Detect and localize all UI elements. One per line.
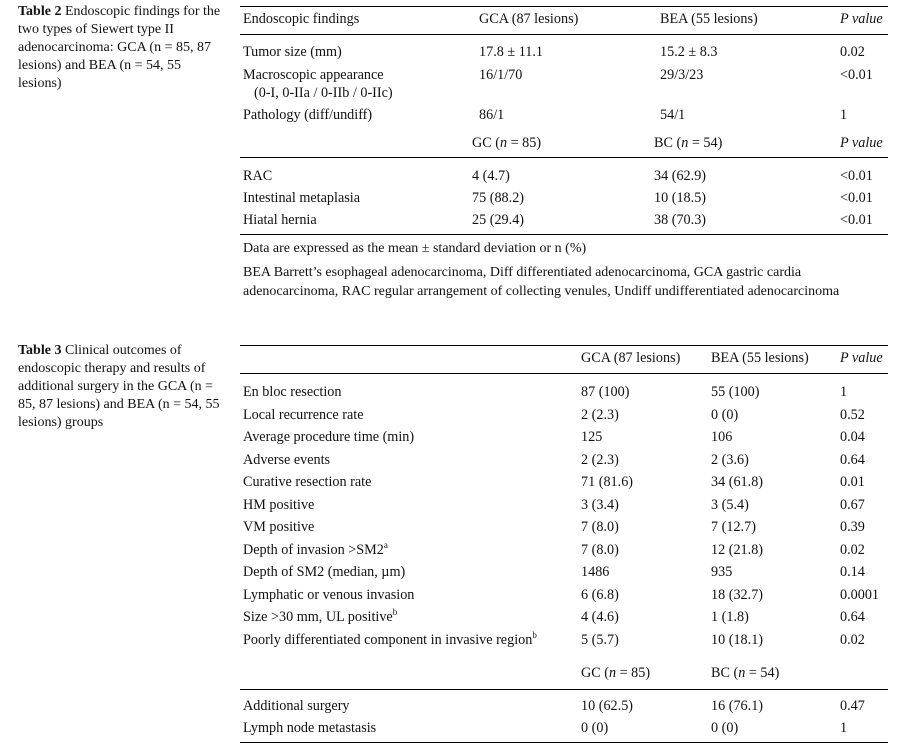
table3-cell-bea: 10 (18.1) (711, 632, 764, 648)
table2-cell-gca: 17.8 ± 11.1 (479, 44, 544, 60)
table3-row-label: Lymphatic or venous invasion (243, 587, 415, 603)
table2-cell-bc: 34 (62.9) (654, 168, 707, 184)
table2-row-label: Hiatal hernia (243, 212, 317, 228)
table2-row-label: Macroscopic appearance (243, 67, 384, 83)
table3-cell-p: 0.01 (840, 474, 865, 490)
table2-cell-bea: 15.2 ± 8.3 (660, 44, 718, 60)
table3-cell-p: 0.14 (840, 564, 865, 580)
table2-footnote-abbreviations: BEA Barrett’s esophageal adenocarcinoma, Diff differentiated adenocarcinoma, GCA gastric cardia adenocarcinoma, RAC regular arrangement of collecting venules, Undiff undifferentiated adenocarcinoma (243, 265, 840, 299)
table3-cell-gc: 0 (0) (581, 720, 609, 736)
table3-cell-gca: 6 (6.8) (581, 587, 619, 603)
table3-cell-p: 0.04 (840, 429, 865, 445)
table3-cell-bea: 1 (1.8) (711, 609, 749, 625)
table3-cell-gca: 7 (8.0) (581, 542, 619, 558)
table2-cell-p: <0.01 (840, 67, 873, 83)
table3-row-label: Additional surgery (243, 698, 350, 714)
table3-row-label: Adverse events (243, 452, 331, 468)
table3-cell-gca: 7 (8.0) (581, 519, 619, 535)
table3-row-label: Depth of SM2 (median, µm) (243, 564, 406, 580)
table3-caption (18, 342, 223, 432)
table2-subheader-bc: BC (n = 54) (654, 135, 723, 151)
table3-cell-bea: 2 (3.6) (711, 452, 749, 468)
table3-cell-gca: 87 (100) (581, 384, 630, 400)
table3-cell-bea: 935 (711, 564, 733, 580)
table3-cell-p: 1 (840, 720, 848, 736)
table3-subheader-gc: GC (n = 85) (581, 665, 651, 681)
table2-subheader-pvalue: P value (840, 135, 883, 151)
table3-cell-p: 1 (840, 384, 848, 400)
table3-header-rule (240, 373, 888, 374)
table2-cell-bea: 29/3/23 (660, 67, 704, 83)
table2-row-sublabel: (0-I, 0-IIa / 0-IIb / 0-IIc) (254, 85, 393, 101)
table2-header-gca: GCA (87 lesions) (479, 11, 579, 27)
table3-cell-bc: 16 (76.1) (711, 698, 764, 714)
table2-cell-gca: 86/1 (479, 107, 505, 123)
table3-cell-gca: 1486 (581, 564, 610, 580)
table3-cell-p: 0.67 (840, 497, 865, 513)
table2-header-findings: Endoscopic findings (243, 11, 360, 27)
table3-caption-text: Clinical outcomes of endoscopic therapy and results of additional surgery in the GCA (n = 85, 87 lesions) and BEA (n = 54, 55 lesions) groups (18, 343, 220, 430)
table3-cell-bea: 7 (12.7) (711, 519, 756, 535)
table2-row-label: Tumor size (mm) (243, 44, 342, 60)
table3-row-label: VM positive (243, 519, 315, 535)
table3-row-label: Local recurrence rate (243, 407, 364, 423)
table3-row-label: En bloc resection (243, 384, 342, 400)
table2-header-pvalue: P value (840, 11, 883, 27)
table2-row-label: Pathology (diff/undiff) (243, 107, 373, 123)
table3-cell-p: 0.39 (840, 519, 865, 535)
table2-subheader-gc: GC (n = 85) (472, 135, 542, 151)
table3-subheader-rule (240, 689, 888, 690)
table3-cell-gca: 71 (81.6) (581, 474, 634, 490)
table2-header-bea: BEA (55 lesions) (660, 11, 758, 27)
table3-cell-p: 0.64 (840, 452, 865, 468)
table3-cell-bc: 0 (0) (711, 720, 739, 736)
table2-cell-p: <0.01 (840, 190, 873, 206)
table2-cell-bea: 54/1 (660, 107, 686, 123)
table2-caption (18, 3, 223, 93)
table2-cell-p: 1 (840, 107, 848, 123)
table3-cell-gca: 125 (581, 429, 603, 445)
table3-header-bea: BEA (55 lesions) (711, 350, 809, 366)
table3-cell-gca: 2 (2.3) (581, 452, 619, 468)
table3-cell-p: 0.02 (840, 632, 865, 648)
table3-cell-p: 0.0001 (840, 587, 880, 603)
table2-cell-bc: 38 (70.3) (654, 212, 707, 228)
table2-row-label: RAC (243, 168, 273, 184)
table2-cell-gc: 25 (29.4) (472, 212, 525, 228)
table3-cell-bea: 55 (100) (711, 384, 760, 400)
table3-top-rule (240, 345, 888, 346)
table2-cell-gc: 75 (88.2) (472, 190, 525, 206)
table3-cell-bea: 12 (21.8) (711, 542, 764, 558)
table2-header-rule (240, 34, 888, 35)
footnote-marker: a (383, 540, 388, 550)
table3-caption-label: Table 3 (18, 343, 62, 358)
table2-cell-bc: 10 (18.5) (654, 190, 707, 206)
table2-cell-p: <0.01 (840, 168, 873, 184)
table2-top-rule (240, 6, 888, 7)
table2-footnote-data: Data are expressed as the mean ± standard deviation or n (%) (243, 241, 587, 256)
table2-subheader-rule (240, 157, 888, 158)
table3-cell-p: 0.02 (840, 542, 865, 558)
table2-cell-gca: 16/1/70 (479, 67, 523, 83)
table3-cell-p: 0.47 (840, 698, 865, 714)
table2-bottom-rule (240, 234, 888, 235)
table3-row-label: Lymph node metastasis (243, 720, 377, 736)
table2-cell-p: <0.01 (840, 212, 873, 228)
table3-cell-gc: 10 (62.5) (581, 698, 634, 714)
table2-cell-gc: 4 (4.7) (472, 168, 510, 184)
table3-cell-gca: 5 (5.7) (581, 632, 619, 648)
table3-cell-p: 0.64 (840, 609, 865, 625)
table3-cell-gca: 4 (4.6) (581, 609, 619, 625)
table3-row-label: Poorly differentiated component in invasive region$^b$ (243, 630, 537, 648)
table3-cell-bea: 3 (5.4) (711, 497, 749, 513)
table3-cell-bea: 106 (711, 429, 733, 445)
table3-cell-bea: 34 (61.8) (711, 474, 764, 490)
table2-caption-text: Endoscopic findings for the two types of Siewert type II adenocarcinoma: GCA (n = 85, 87 lesions) and BEA (n = 54, 55 lesions) (18, 4, 221, 91)
table3-row-label: HM positive (243, 497, 315, 513)
table3-bottom-rule (240, 742, 888, 743)
table3-cell-p: 0.52 (840, 407, 865, 423)
footnote-marker: b (532, 630, 537, 640)
table3-row-label: Depth of invasion $>SM2^a$ (243, 540, 388, 558)
table3-cell-gca: 3 (3.4) (581, 497, 619, 513)
table2-row-label: Intestinal metaplasia (243, 190, 361, 206)
table3-row-label: Average procedure time (min) (243, 429, 415, 445)
table2-cell-p: 0.02 (840, 44, 865, 60)
table3-header-gca: GCA (87 lesions) (581, 350, 681, 366)
table3-cell-bea: 0 (0) (711, 407, 739, 423)
table3-subheader-bc: BC (n = 54) (711, 665, 780, 681)
footnote-marker: b (392, 607, 398, 617)
table3-header-pvalue: P value (840, 350, 883, 366)
table3-cell-gca: 2 (2.3) (581, 407, 619, 423)
table2-caption-label: Table 2 (18, 4, 62, 19)
table3-row-label: Curative resection rate (243, 474, 372, 490)
table3-cell-bea: 18 (32.7) (711, 587, 764, 603)
table3-row-label: Size >30 mm, UL positive$^b$ (243, 607, 398, 625)
